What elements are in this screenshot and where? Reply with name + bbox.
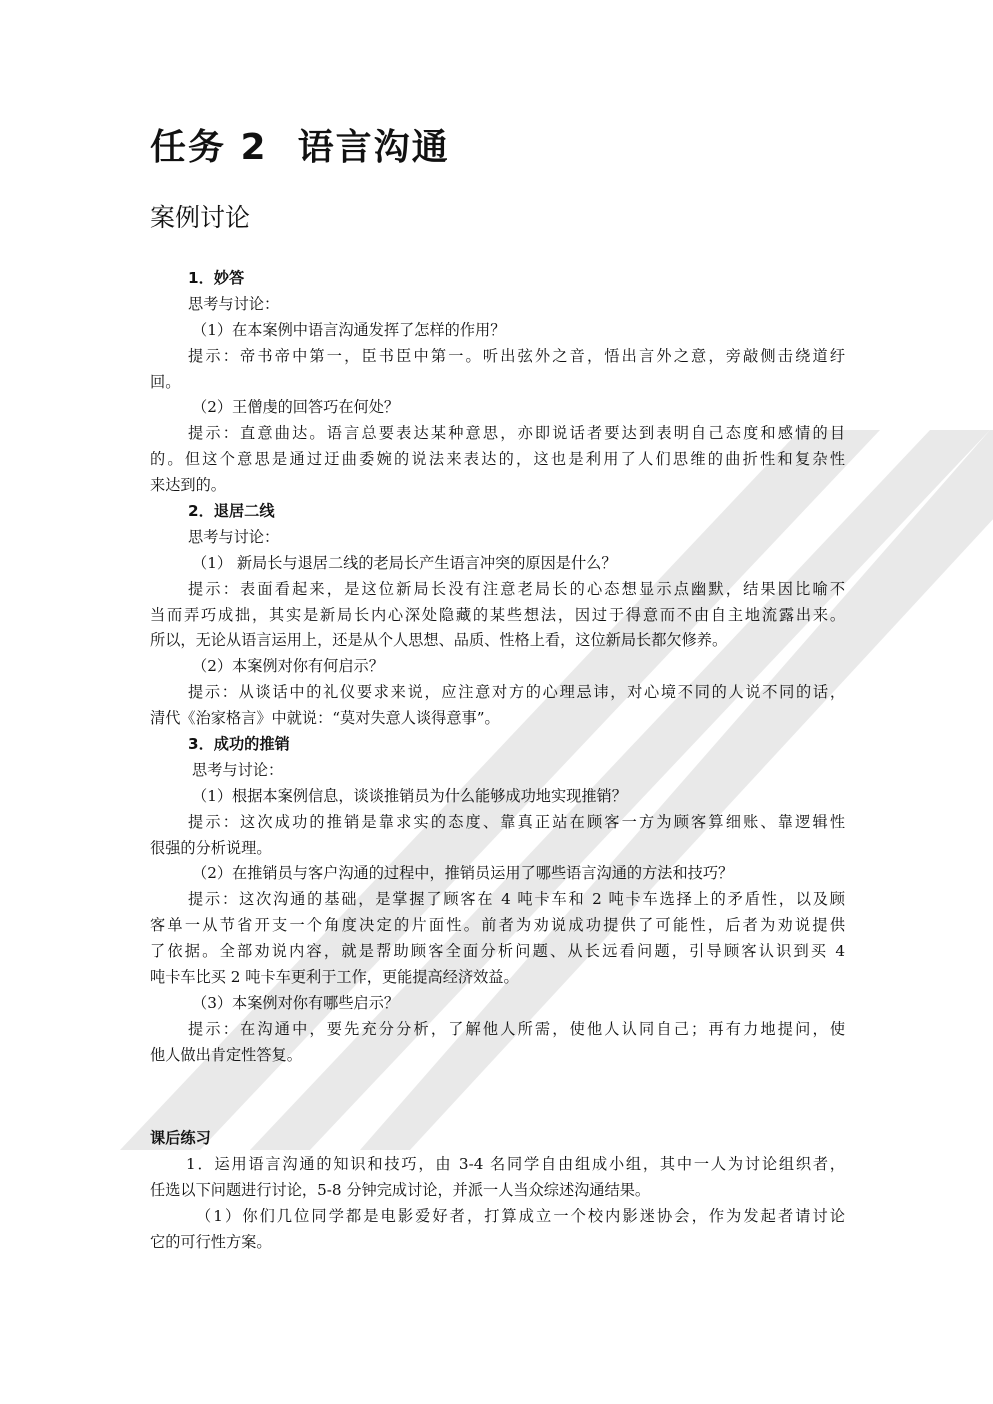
case3-heading: 3．成功的推销 (188, 735, 290, 754)
exercise-1-line1: 1．运用语言沟通的知识和技巧，由 3-4 名同学自由组成小组，其中一人为讨论组织者， (186, 1154, 845, 1173)
case2-answer-1-line1: 提示：表面看起来，是这位新局长没有注意老局长的心态想显示点幽默，结果因比喻不 (188, 579, 845, 598)
case3-answer-2-line2: 客单一从节省开支一个角度决定的片面性。前者为劝说成功提供了可能性，后者为劝说提供 (150, 916, 845, 935)
case3-answer-1-line1: 提示：这次成功的推销是靠求实的态度、靠真正站在顾客一方为顾客算细账、靠逻辑性 (188, 812, 845, 831)
task-title: 语言沟通 (297, 127, 450, 168)
case3-prompt: 思考与讨论： (192, 760, 284, 779)
case-discussion-body (150, 266, 845, 1069)
case2-heading: 2．退居二线 (188, 502, 275, 521)
case1-heading: 1．妙答 (188, 269, 245, 287)
case1-answer-2-line3: 来达到的。 (150, 476, 226, 495)
exercise-1-line2: 任选以下问题进行讨论，5-8 分钟完成讨论，并派一人当众综述沟通结果。 (150, 1180, 651, 1199)
case1-question-2: （2）王僧虔的回答巧在何处？ (192, 398, 400, 417)
case3-answer-3-line2: 他人做出肯定性答复。 (150, 1045, 302, 1064)
case3-answer-3-line1: 提示：在沟通中，要先充分分析，了解他人所需，使他人认同自己；再有力地提问，使 (188, 1019, 845, 1038)
case3-answer-1-line2: 很强的分析说理。 (150, 838, 272, 857)
exercises-heading: 课后练习 (150, 1129, 211, 1147)
exercise-1-sub1-line2: 它的可行性方案。 (150, 1232, 272, 1251)
case3-answer-2-line3: 了依据。全部劝说内容，就是帮助顾客全面分析问题、从长远看问题，引导顾客认识到买 4 (150, 942, 845, 961)
case2-prompt: 思考与讨论： (188, 527, 280, 546)
case2-answer-2-line2: 清代《治家格言》中就说：“莫对失意人谈得意事”。 (150, 709, 500, 728)
case3-answer-2-line1: 提示：这次沟通的基础，是掌握了顾客在 4 吨卡车和 2 吨卡车选择上的矛盾性，以及顾 (188, 890, 845, 909)
case1-answer-1-line2: 回。 (150, 372, 181, 391)
case1-prompt: 思考与讨论： (188, 294, 280, 313)
case2-question-1: （1） 新局长与退居二线的老局长产生语言冲突的原因是什么？ (192, 553, 617, 572)
section-heading: 案例讨论 (150, 203, 251, 232)
exercise-1-sub1-line1: （1）你们几位同学都是电影爱好者，打算成立一个校内影迷协会，作为发起者请讨论 (196, 1206, 845, 1225)
case3-question-3: （3）本案例对你有哪些启示？ (192, 993, 400, 1012)
case1-answer-2-line1: 提示：直意曲达。语言总要表达某种意思，亦即说话者要达到表明自己态度和感情的目 (188, 424, 845, 443)
case2-answer-1-line3: 所以，无论从语言运用上，还是从个人思想、品质、性格上看，这位新局长都欠修养。 (150, 631, 728, 650)
task-label: 任务 2 (150, 127, 268, 168)
case1-answer-2-line2: 的。但这个意思是通过迂曲委婉的说法来表达的，这也是利用了人们思维的曲折性和复杂性 (150, 450, 845, 469)
case3-answer-2-line4: 吨卡车比买 2 吨卡车更利于工作，更能提高经济效益。 (150, 968, 519, 987)
case3-question-1: （1）根据本案例信息，谈谈推销员为什么能够成功地实现推销？ (192, 786, 627, 805)
case2-answer-1-line2: 当而弄巧成拙，其实是新局长内心深处隐藏的某些想法，因过于得意而不由自主地流露出来。 (150, 605, 845, 624)
case2-question-2: （2）本案例对你有何启示？ (192, 657, 384, 676)
case2-answer-2-line1: 提示：从谈话中的礼仪要求来说，应注意对方的心理忌讳，对心境不同的人说不同的话， (188, 683, 845, 702)
page-title (150, 124, 450, 172)
case3-question-2: （2）在推销员与客户沟通的过程中，推销员运用了哪些语言沟通的方法和技巧？ (192, 864, 734, 883)
case1-question-1: （1）在本案例中语言沟通发挥了怎样的作用？ (192, 320, 506, 339)
exercises-section (150, 1126, 845, 1255)
case1-answer-1-line1: 提示：帝书帝中第一，臣书臣中第一。听出弦外之音，悟出言外之意，旁敲侧击绕道纡 (188, 346, 845, 365)
